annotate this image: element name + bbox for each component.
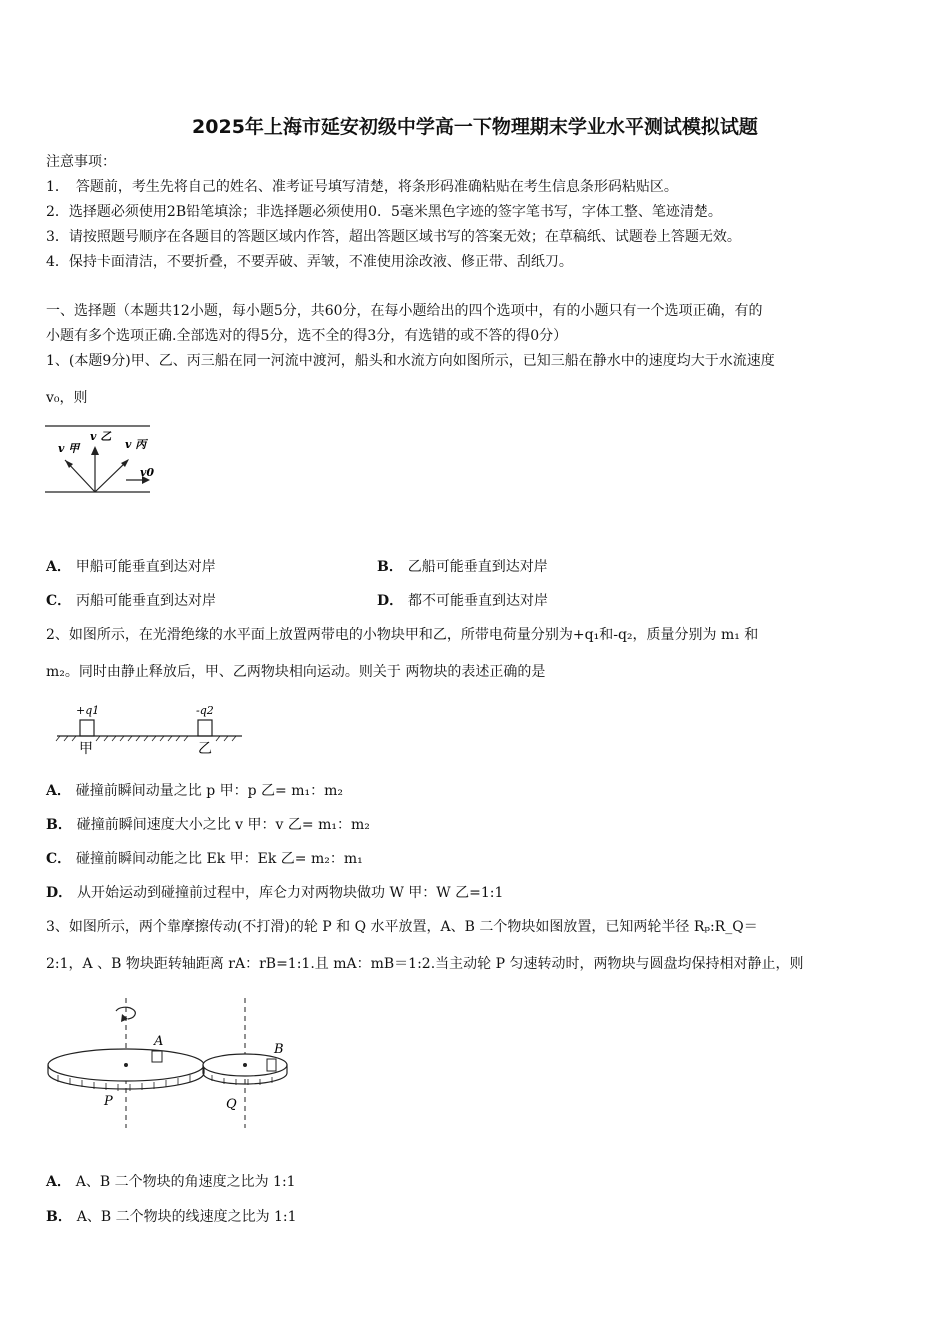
q2-option-d[interactable]: [46, 883, 503, 903]
notice-item-3: 3．请按照题号顺序在各题目的答题区域内作答，超出答题区域书写的答案无效；在草稿纸、试题卷上答题无效。: [46, 229, 741, 245]
notice-header: 注意事项：: [46, 154, 116, 170]
section-intro-line-2: 小题有多个选项正确.全部选对的得5分，选不全的得3分，有选错的或不答的得0分）: [46, 328, 568, 344]
label-p: P: [104, 1094, 113, 1109]
q1-option-d[interactable]: [377, 591, 548, 611]
label-jia: 甲: [79, 741, 93, 757]
label-q2: -q2: [196, 704, 214, 717]
label-b: B: [274, 1042, 284, 1057]
option-letter: B．: [46, 817, 72, 833]
q2-option-a[interactable]: [46, 781, 343, 801]
option-letter: C．: [46, 851, 72, 867]
q3-stem-line-2: 2:1，A 、B 物块距转轴距离 rA：rB=1:1.且 mA：mB＝1:2.当主动轮 P 匀速转动时，两物块与圆盘均保持相对静止，则: [46, 956, 804, 972]
label-v0: v0: [140, 466, 155, 479]
q1-option-b[interactable]: [377, 557, 548, 577]
q2-option-c[interactable]: [46, 849, 363, 869]
section-intro-line-1: 一、选择题（本题共12小题，每小题5分，共60分，在每小题给出的四个选项中，有的小题只有一个选项正确，有的: [46, 303, 763, 319]
label-v-jia: v 甲: [58, 442, 80, 455]
q1-stem-line-2: v₀，则: [46, 390, 88, 406]
q1-stem-line-1: 1、(本题9分)甲、乙、丙三船在同一河流中渡河，船头和水流方向如图所示，已知三船在静水中的速度均大于水流速度: [46, 353, 775, 369]
option-text: 碰撞前瞬间动能之比 Ek 甲：Ek 乙= m₂：m₁: [76, 851, 363, 867]
option-letter: D．: [377, 593, 404, 609]
q1-river-diagram: [40, 418, 170, 498]
option-text: 碰撞前瞬间速度大小之比 v 甲：v 乙= m₁：m₂: [76, 817, 370, 833]
option-letter: B．: [46, 1209, 72, 1225]
label-v-yi: v 乙: [90, 430, 112, 443]
option-letter: C．: [46, 593, 72, 609]
label-a: A: [154, 1034, 164, 1049]
q2-option-b[interactable]: [46, 815, 370, 835]
option-text: 甲船可能垂直到达对岸: [75, 559, 216, 575]
q1-option-c[interactable]: [46, 591, 216, 611]
option-letter: D．: [46, 885, 73, 901]
option-letter: A．: [46, 783, 71, 799]
notice-item-4: 4．保持卡面清洁，不要折叠，不要弄破、弄皱，不准使用涂改液、修正带、刮纸刀。: [46, 254, 573, 270]
q2-stem-line-1: 2、如图所示，在光滑绝缘的水平面上放置两带电的小物块甲和乙，所带电荷量分别为+q₁和-q₂，质量分别为 m₁ 和: [46, 627, 759, 643]
label-q: Q: [226, 1097, 237, 1112]
option-text: 丙船可能垂直到达对岸: [76, 593, 217, 609]
q2-charges-diagram: [52, 698, 247, 758]
page-title: 2025年上海市延安初级中学高一下物理期末学业水平测试模拟试题: [192, 116, 758, 138]
option-text: 从开始运动到碰撞前过程中，库仑力对两物块做功 W 甲：W 乙=1:1: [77, 885, 504, 901]
option-letter: B．: [377, 559, 403, 575]
notice-item-2: 2．选择题必须使用2B铅笔填涂；非选择题必须使用0．5毫米黑色字迹的签字笔书写，字体工整、笔迹清楚。: [46, 204, 722, 220]
q3-option-b[interactable]: [46, 1207, 297, 1227]
q3-wheels-diagram: [44, 993, 304, 1133]
option-letter: A．: [46, 1174, 71, 1190]
q2-stem-line-2: m₂。同时由静止释放后，甲、乙两物块相向运动。则关于 两物块的表述正确的是: [46, 664, 546, 680]
option-text: A、B 二个物块的线速度之比为 1:1: [76, 1209, 297, 1225]
option-text: A、B 二个物块的角速度之比为 1:1: [75, 1174, 296, 1190]
q1-option-a[interactable]: [46, 557, 216, 577]
option-letter: A．: [46, 559, 71, 575]
option-text: 都不可能垂直到达对岸: [408, 593, 549, 609]
notice-item-1: 1． 答题前，考生先将自己的姓名、准考证号填写清楚，将条形码准确粘贴在考生信息条形码粘贴区。: [46, 179, 678, 195]
q3-option-a[interactable]: [46, 1172, 296, 1192]
option-text: 碰撞前瞬间动量之比 p 甲：p 乙= m₁：m₂: [75, 783, 343, 799]
label-v-bing: v 丙: [125, 438, 147, 451]
option-text: 乙船可能垂直到达对岸: [407, 559, 548, 575]
label-q1: +q1: [76, 704, 100, 717]
q3-stem-line-1: 3、如图所示，两个靠摩擦传动(不打滑)的轮 P 和 Q 水平放置，A、B 二个物块如图放置，已知两轮半径 Rₚ:R_Q＝: [46, 919, 758, 935]
label-yi: 乙: [198, 741, 212, 757]
